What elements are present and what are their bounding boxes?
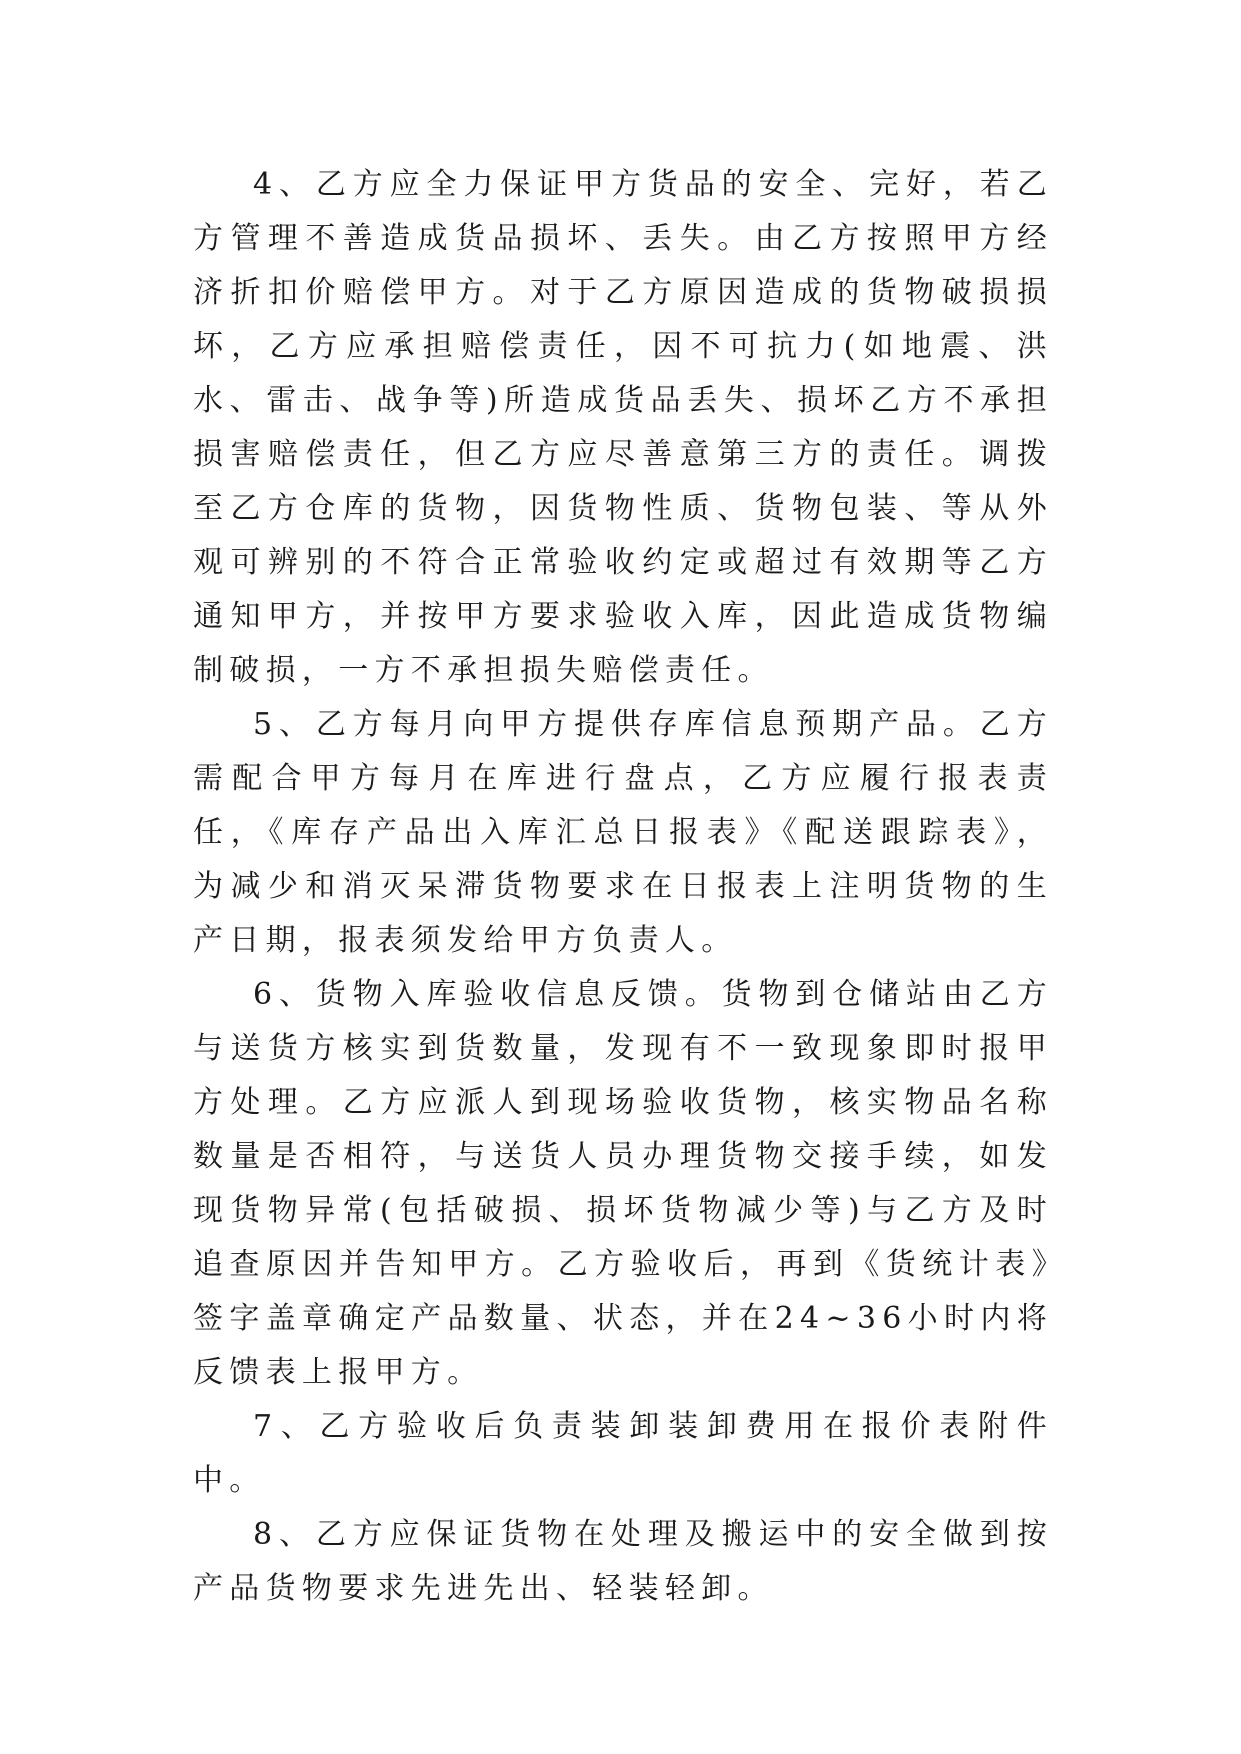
clause-7-paragraph: 7、乙方验收后负责装卸装卸费用在报价表附件中。: [193, 1409, 1053, 1498]
clause-5-paragraph: 5、乙方每月向甲方提供存库信息预期产品。乙方需配合甲方每月在库进行盘点，乙方应履行报表责任，《库存产品出入库汇总日报表》《配送跟踪表》，为减少和消灭呆滞货物要求在日报表上注明货物的生产日期，报表须发给甲方负责人。: [193, 707, 1053, 958]
clause-8-paragraph: 8、乙方应保证货物在处理及搬运中的安全做到按产品货物要求先进先出、轻装轻卸。: [193, 1517, 1053, 1606]
clause-6-paragraph: 6、货物入库验收信息反馈。货物到仓储站由乙方与送货方核实到货数量，发现有不一致现象即时报甲方处理。乙方应派人到现场验收货物，核实物品名称数量是否相符，与送货人员办理货物交接手续，如发现货物异常(包括破损、损坏货物减少等)与乙方及时追查原因并告知甲方。乙方验收后，再到《货统计表》签字盖章确定产品数量、状态，并在24~36小时内将反馈表上报甲方。: [193, 977, 1053, 1390]
contract-body: [193, 158, 1053, 1616]
clause-4-paragraph: 4、乙方应全力保证甲方货品的安全、完好，若乙方管理不善造成货品损坏、丢失。由乙方按照甲方经济折扣价赔偿甲方。对于乙方原因造成的货物破损损坏，乙方应承担赔偿责任，因不可抗力(如地震、洪水、雷击、战争等)所造成货品丢失、损坏乙方不承担损害赔偿责任，但乙方应尽善意第三方的责任。调拨至乙方仓库的货物，因货物性质、货物包装、等从外观可辨别的不符合正常验收约定或超过有效期等乙方通知甲方，并按甲方要求验收入库，因此造成货物编制破损，一方不承担损失赔偿责任。: [193, 167, 1053, 688]
